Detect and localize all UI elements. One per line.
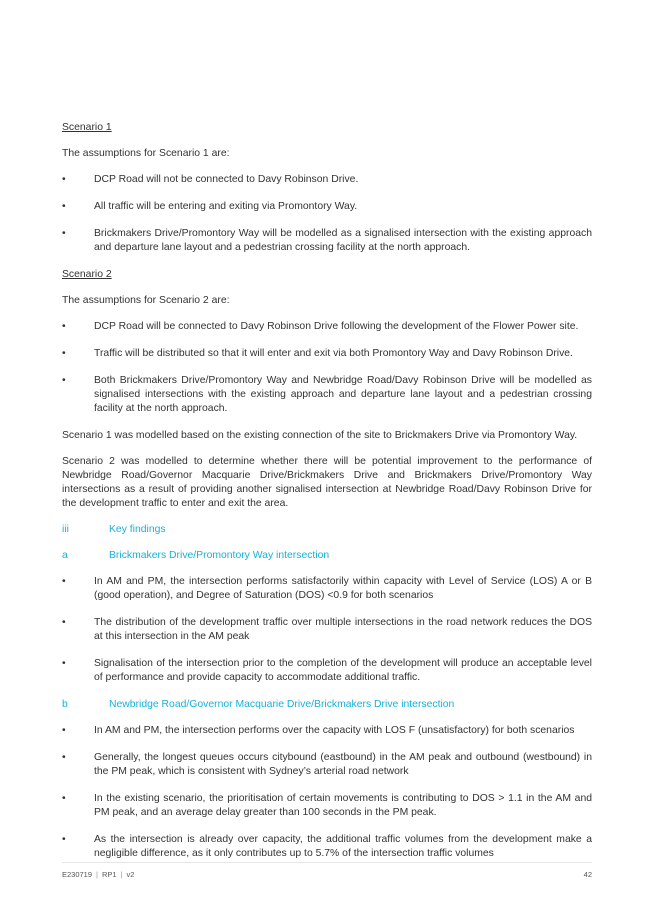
page-content: [62, 121, 592, 874]
footer-doc-reference: [62, 870, 134, 879]
bullet-icon: •: [62, 617, 66, 628]
bullet-text: In the existing scenario, the prioritisation of certain movements is contributing to DOS > 1.1 in the AM and PM peak, and an average delay greater than 100 seconds in the PM peak.: [94, 793, 592, 818]
scenario2-heading: Scenario 2: [62, 269, 112, 280]
bullet-text: DCP Road will not be connected to Davy Robinson Drive.: [94, 174, 359, 185]
bullet-text: Signalisation of the intersection prior to the completion of the development will produce an acceptable level of performance and provide capacity to accommodate additional traffic.: [94, 658, 592, 683]
list-item: [62, 657, 592, 685]
key-findings-title: Key findings: [109, 524, 166, 535]
bullet-icon: •: [62, 375, 66, 386]
bullet-text: All traffic will be entering and exiting via Promontory Way.: [94, 201, 358, 212]
section-a-heading: [62, 549, 592, 563]
bullet-text: Brickmakers Drive/Promontory Way will be modelled as a signalised intersection with the existing approach and departure lane layout and a pedestrian crossing facility at the north approach.: [94, 228, 592, 253]
list-item: [62, 374, 592, 416]
scenario1-bullet-list: [62, 173, 592, 255]
section-b-title: Newbridge Road/Governor Macquarie Drive/Brickmakers Drive intersection: [109, 699, 455, 710]
bullet-text: Generally, the longest queues occurs citybound (eastbound) in the AM peak and outbound (westbound) in the PM peak, which is consistent with Sydney’s arterial road network: [94, 752, 592, 777]
bullet-icon: •: [62, 174, 66, 185]
bullet-text: As the intersection is already over capacity, the additional traffic volumes from the development make a negligible difference, as it only contributes up to 5.7% of the intersection traffic volumes: [94, 834, 592, 859]
footer-version: v2: [126, 870, 135, 879]
scenario2-summary-paragraph: Scenario 2 was modelled to determine whether there will be potential improvement to the performance of Newbridge Road/Governor Macquarie Drive/Brickmakers Drive and Brickmakers Drive/Promontory Way intersections as a result of providing another signalised intersection at Newbridge Road/Davy Robinson Drive for the development traffic to enter and exit the area.: [62, 456, 592, 509]
bullet-icon: •: [62, 348, 66, 359]
list-item: [62, 792, 592, 820]
scenario1-heading: Scenario 1: [62, 122, 112, 133]
page-number: 42: [583, 870, 592, 879]
section-b-number: b: [62, 699, 68, 710]
bullet-icon: •: [62, 658, 66, 669]
key-findings-number: iii: [62, 524, 69, 535]
list-item: [62, 575, 592, 603]
bullet-icon: •: [62, 576, 66, 587]
list-item: [62, 227, 592, 255]
list-item: [62, 200, 592, 214]
section-a-title: Brickmakers Drive/Promontory Way intersection: [109, 550, 330, 561]
section-b-bullet-list: [62, 724, 592, 861]
footer-separator: |: [96, 870, 98, 879]
section-a-bullet-list: [62, 575, 592, 685]
scenario1-summary-paragraph: Scenario 1 was modelled based on the existing connection of the site to Brickmakers Drive via Promontory Way.: [62, 430, 578, 441]
bullet-icon: •: [62, 793, 66, 804]
key-findings-heading: [62, 523, 592, 537]
bullet-icon: •: [62, 834, 66, 845]
list-item: [62, 833, 592, 861]
bullet-icon: •: [62, 321, 66, 332]
list-item: [62, 724, 592, 738]
bullet-text: In AM and PM, the intersection performs over the capacity with LOS F (unsatisfactory) for both scenarios: [94, 725, 575, 736]
footer-doc-id: E230719: [62, 870, 93, 879]
footer-separator: |: [120, 870, 123, 879]
bullet-text: Traffic will be distributed so that it will enter and exit via both Promontory Way and Davy Robinson Drive.: [94, 348, 573, 359]
bullet-text: Both Brickmakers Drive/Promontory Way and Newbridge Road/Davy Robinson Drive will be modelled as signalised intersections with the existing approach and departure lane layout and a pedestrian crossing facility at the north approach.: [94, 375, 592, 414]
bullet-icon: •: [62, 228, 66, 239]
footer-divider: [62, 862, 592, 863]
list-item: [62, 616, 592, 644]
footer-report: RP1: [101, 870, 117, 879]
list-item: [62, 751, 592, 779]
bullet-text: DCP Road will be connected to Davy Robinson Drive following the development of the Flower Power site.: [94, 321, 579, 332]
section-b-heading: [62, 698, 592, 712]
page-footer: [62, 870, 592, 879]
bullet-icon: •: [62, 752, 66, 763]
section-a-number: a: [62, 550, 68, 561]
list-item: [62, 347, 592, 361]
bullet-icon: •: [62, 201, 66, 212]
bullet-text: The distribution of the development traffic over multiple intersections in the road network reduces the DOS at this intersection in the AM peak: [94, 617, 592, 642]
scenario2-bullet-list: [62, 320, 592, 416]
list-item: [62, 320, 592, 334]
scenario1-intro: The assumptions for Scenario 1 are:: [62, 148, 230, 159]
bullet-text: In AM and PM, the intersection performs satisfactorily within capacity with Level of Service (LOS) A or B (good operation), and Degree of Saturation (DOS) <0.9 for both scenarios: [94, 576, 592, 601]
scenario2-intro: The assumptions for Scenario 2 are:: [62, 295, 230, 306]
bullet-icon: •: [62, 725, 66, 736]
list-item: [62, 173, 592, 187]
